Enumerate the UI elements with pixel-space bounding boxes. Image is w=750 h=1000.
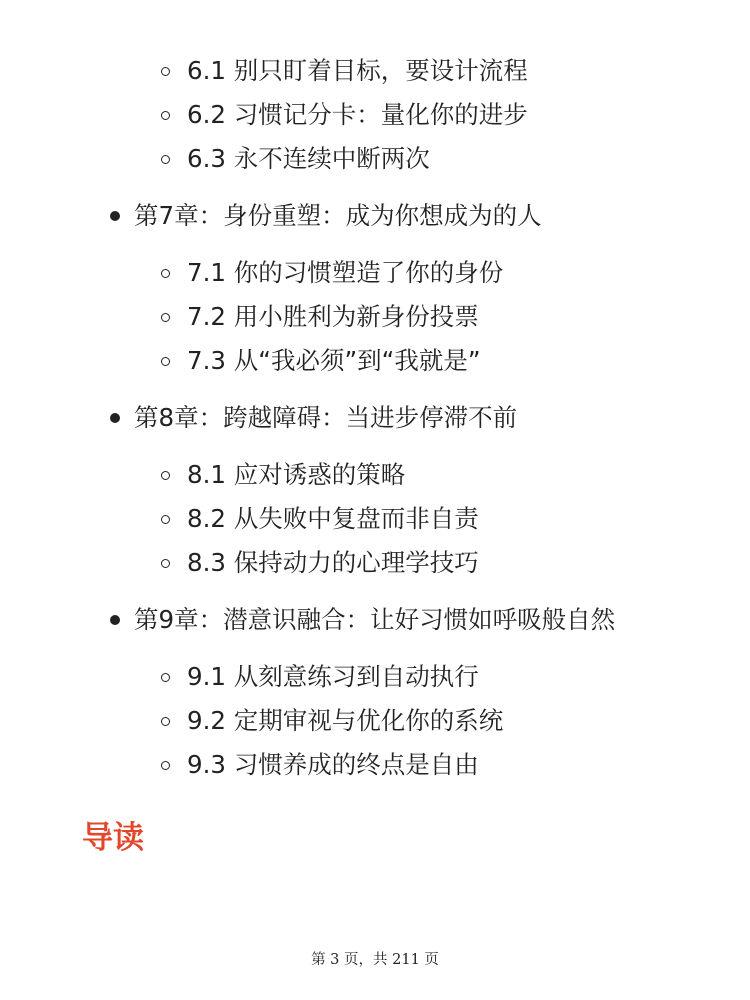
toc-chapter-label: 第9章：潜意识融合：让好习惯如呼吸般自然 — [134, 605, 616, 634]
toc-section-item — [161, 543, 479, 583]
toc-section-item — [161, 499, 479, 539]
hollow-circle-bullet-icon — [161, 67, 170, 76]
toc-chapter-label: 第8章：跨越障碍：当进步停滞不前 — [134, 403, 518, 432]
hollow-circle-bullet-icon — [161, 761, 170, 770]
toc-section-label: 6.3 永不连续中断两次 — [187, 144, 430, 173]
toc-section-label: 8.2 从失败中复盘而非自责 — [187, 504, 479, 533]
toc-section-label: 9.2 定期审视与优化你的系统 — [187, 706, 504, 735]
toc-section-item — [161, 297, 479, 337]
toc-section-item — [161, 51, 528, 91]
filled-disc-bullet-icon — [110, 211, 120, 221]
toc-section-label: 6.1 别只盯着目标，要设计流程 — [187, 56, 528, 85]
toc-section-item — [161, 253, 503, 293]
hollow-circle-bullet-icon — [161, 155, 170, 164]
hollow-circle-bullet-icon — [161, 717, 170, 726]
toc-section-item — [161, 95, 528, 135]
toc-chapter-item — [110, 600, 615, 640]
toc-chapter-item — [110, 398, 517, 438]
toc-section-label: 7.3 从“我必须”到“我就是” — [187, 346, 481, 375]
toc-section-label: 7.2 用小胜利为新身份投票 — [187, 302, 479, 331]
hollow-circle-bullet-icon — [161, 111, 170, 120]
toc-section-item — [161, 657, 479, 697]
hollow-circle-bullet-icon — [161, 313, 170, 322]
toc-section-label: 8.3 保持动力的心理学技巧 — [187, 548, 479, 577]
toc-chapter-label: 第7章：身份重塑：成为你想成为的人 — [134, 201, 542, 230]
toc-section-item — [161, 701, 503, 741]
toc-chapter-item — [110, 196, 542, 236]
hollow-circle-bullet-icon — [161, 515, 170, 524]
toc-section-label: 6.2 习惯记分卡：量化你的进步 — [187, 100, 528, 129]
toc-section-label: 8.1 应对诱惑的策略 — [187, 460, 406, 489]
hollow-circle-bullet-icon — [161, 357, 170, 366]
hollow-circle-bullet-icon — [161, 269, 170, 278]
hollow-circle-bullet-icon — [161, 471, 170, 480]
toc-section-item — [161, 139, 430, 179]
filled-disc-bullet-icon — [110, 413, 120, 423]
filled-disc-bullet-icon — [110, 615, 120, 625]
toc-section-item — [161, 341, 481, 381]
section-heading: 导读 — [82, 820, 144, 856]
hollow-circle-bullet-icon — [161, 559, 170, 568]
toc-section-label: 7.1 你的习惯塑造了你的身份 — [187, 258, 504, 287]
toc-section-label: 9.1 从刻意练习到自动执行 — [187, 662, 479, 691]
toc-section-item — [161, 745, 479, 785]
toc-section-item — [161, 455, 405, 495]
hollow-circle-bullet-icon — [161, 673, 170, 682]
page-number-footer: 第 3 页，共 211 页 — [311, 952, 439, 968]
toc-section-label: 9.3 习惯养成的终点是自由 — [187, 750, 479, 779]
